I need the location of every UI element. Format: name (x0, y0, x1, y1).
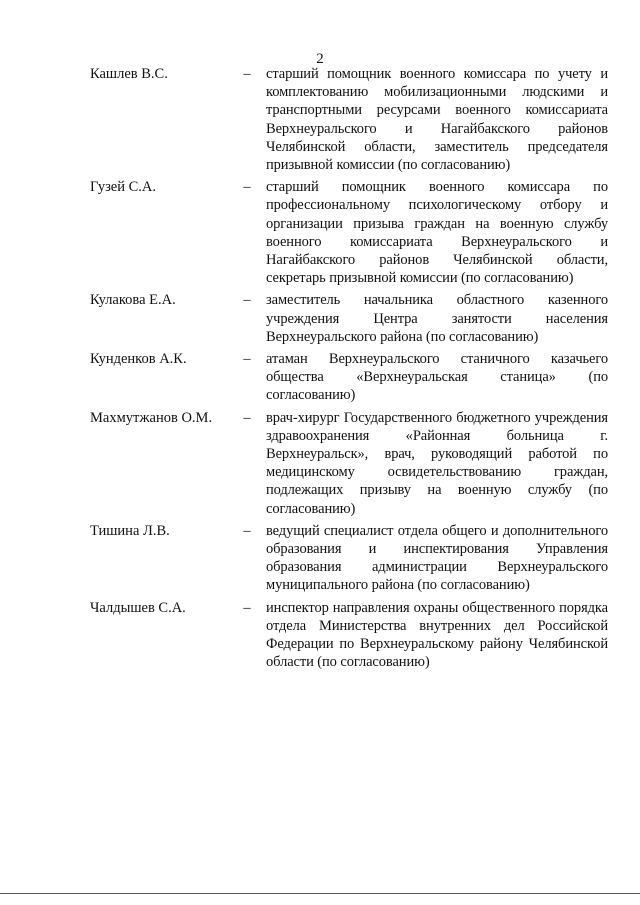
dash-separator: – (243, 179, 251, 196)
member-name: Кашлев В.С. (90, 66, 168, 82)
member-row (0, 178, 640, 287)
member-name: Махмутжанов О.М. (90, 409, 213, 426)
dash-separator: – (243, 409, 251, 426)
member-row (0, 350, 640, 405)
member-position: врач-хирург Государственного бюджетного учреждения здравоохранения «Районная больница г. Верхнеуральск», врач, руководящий работой по медицинскому освидетельствованию граждан, подлежащих призыву на военную службу (по согласованию) (266, 409, 608, 517)
member-row (0, 65, 640, 174)
member-name: Кунденков А.К. (90, 351, 187, 368)
member-row (0, 599, 640, 672)
member-row (0, 291, 640, 346)
member-position: старший помощник военного комиссара по учету и комплектованию мобилизационными людскими и транспортными ресурсами военного комиссариата Верхнеуральского и Нагайбакского районов Челябинской области, заместитель председателя призывной комиссии (по согласованию) (266, 66, 608, 174)
page-bottom-rule (0, 893, 640, 894)
dash-separator: – (243, 599, 251, 616)
member-position: старший помощник военного комиссара по профессиональному психологическому отбору и организации призыва граждан на военную службу военного комиссариата Верхнеуральского и Нагайбакского районов Челябинской области, секретарь призывной комиссии (по согласованию) (266, 179, 608, 287)
member-name: Чалдышев С.А. (90, 599, 186, 616)
member-row (0, 409, 640, 518)
member-position: ведущий специалист отдела общего и дополнительного образования и инспектирования Управления образования администрации Верхнеуральского муниципального района (по согласованию) (266, 522, 608, 594)
member-position: инспектор направления охраны общественного порядка отдела Министерства внутренних дел Российской Федерации по Верхнеуральскому району Челябинской области (по согласованию) (266, 599, 608, 671)
member-position: заместитель начальника областного казенного учреждения Центра занятости населения Верхнеуральского района (по согласованию) (266, 292, 608, 345)
page-number: 2 (316, 51, 324, 67)
dash-separator: – (243, 522, 251, 539)
member-name: Гузей С.А. (90, 179, 157, 196)
member-position: атаман Верхнеуральского станичного казачьего общества «Верхнеуральская станица» (по согласованию) (266, 351, 608, 404)
dash-separator: – (243, 292, 251, 309)
dash-separator: – (243, 351, 251, 368)
dash-separator: – (243, 66, 251, 82)
members-list (0, 65, 640, 672)
member-row (0, 522, 640, 595)
member-name: Тишина Л.В. (90, 522, 170, 539)
member-name: Кулакова Е.А. (90, 292, 176, 309)
